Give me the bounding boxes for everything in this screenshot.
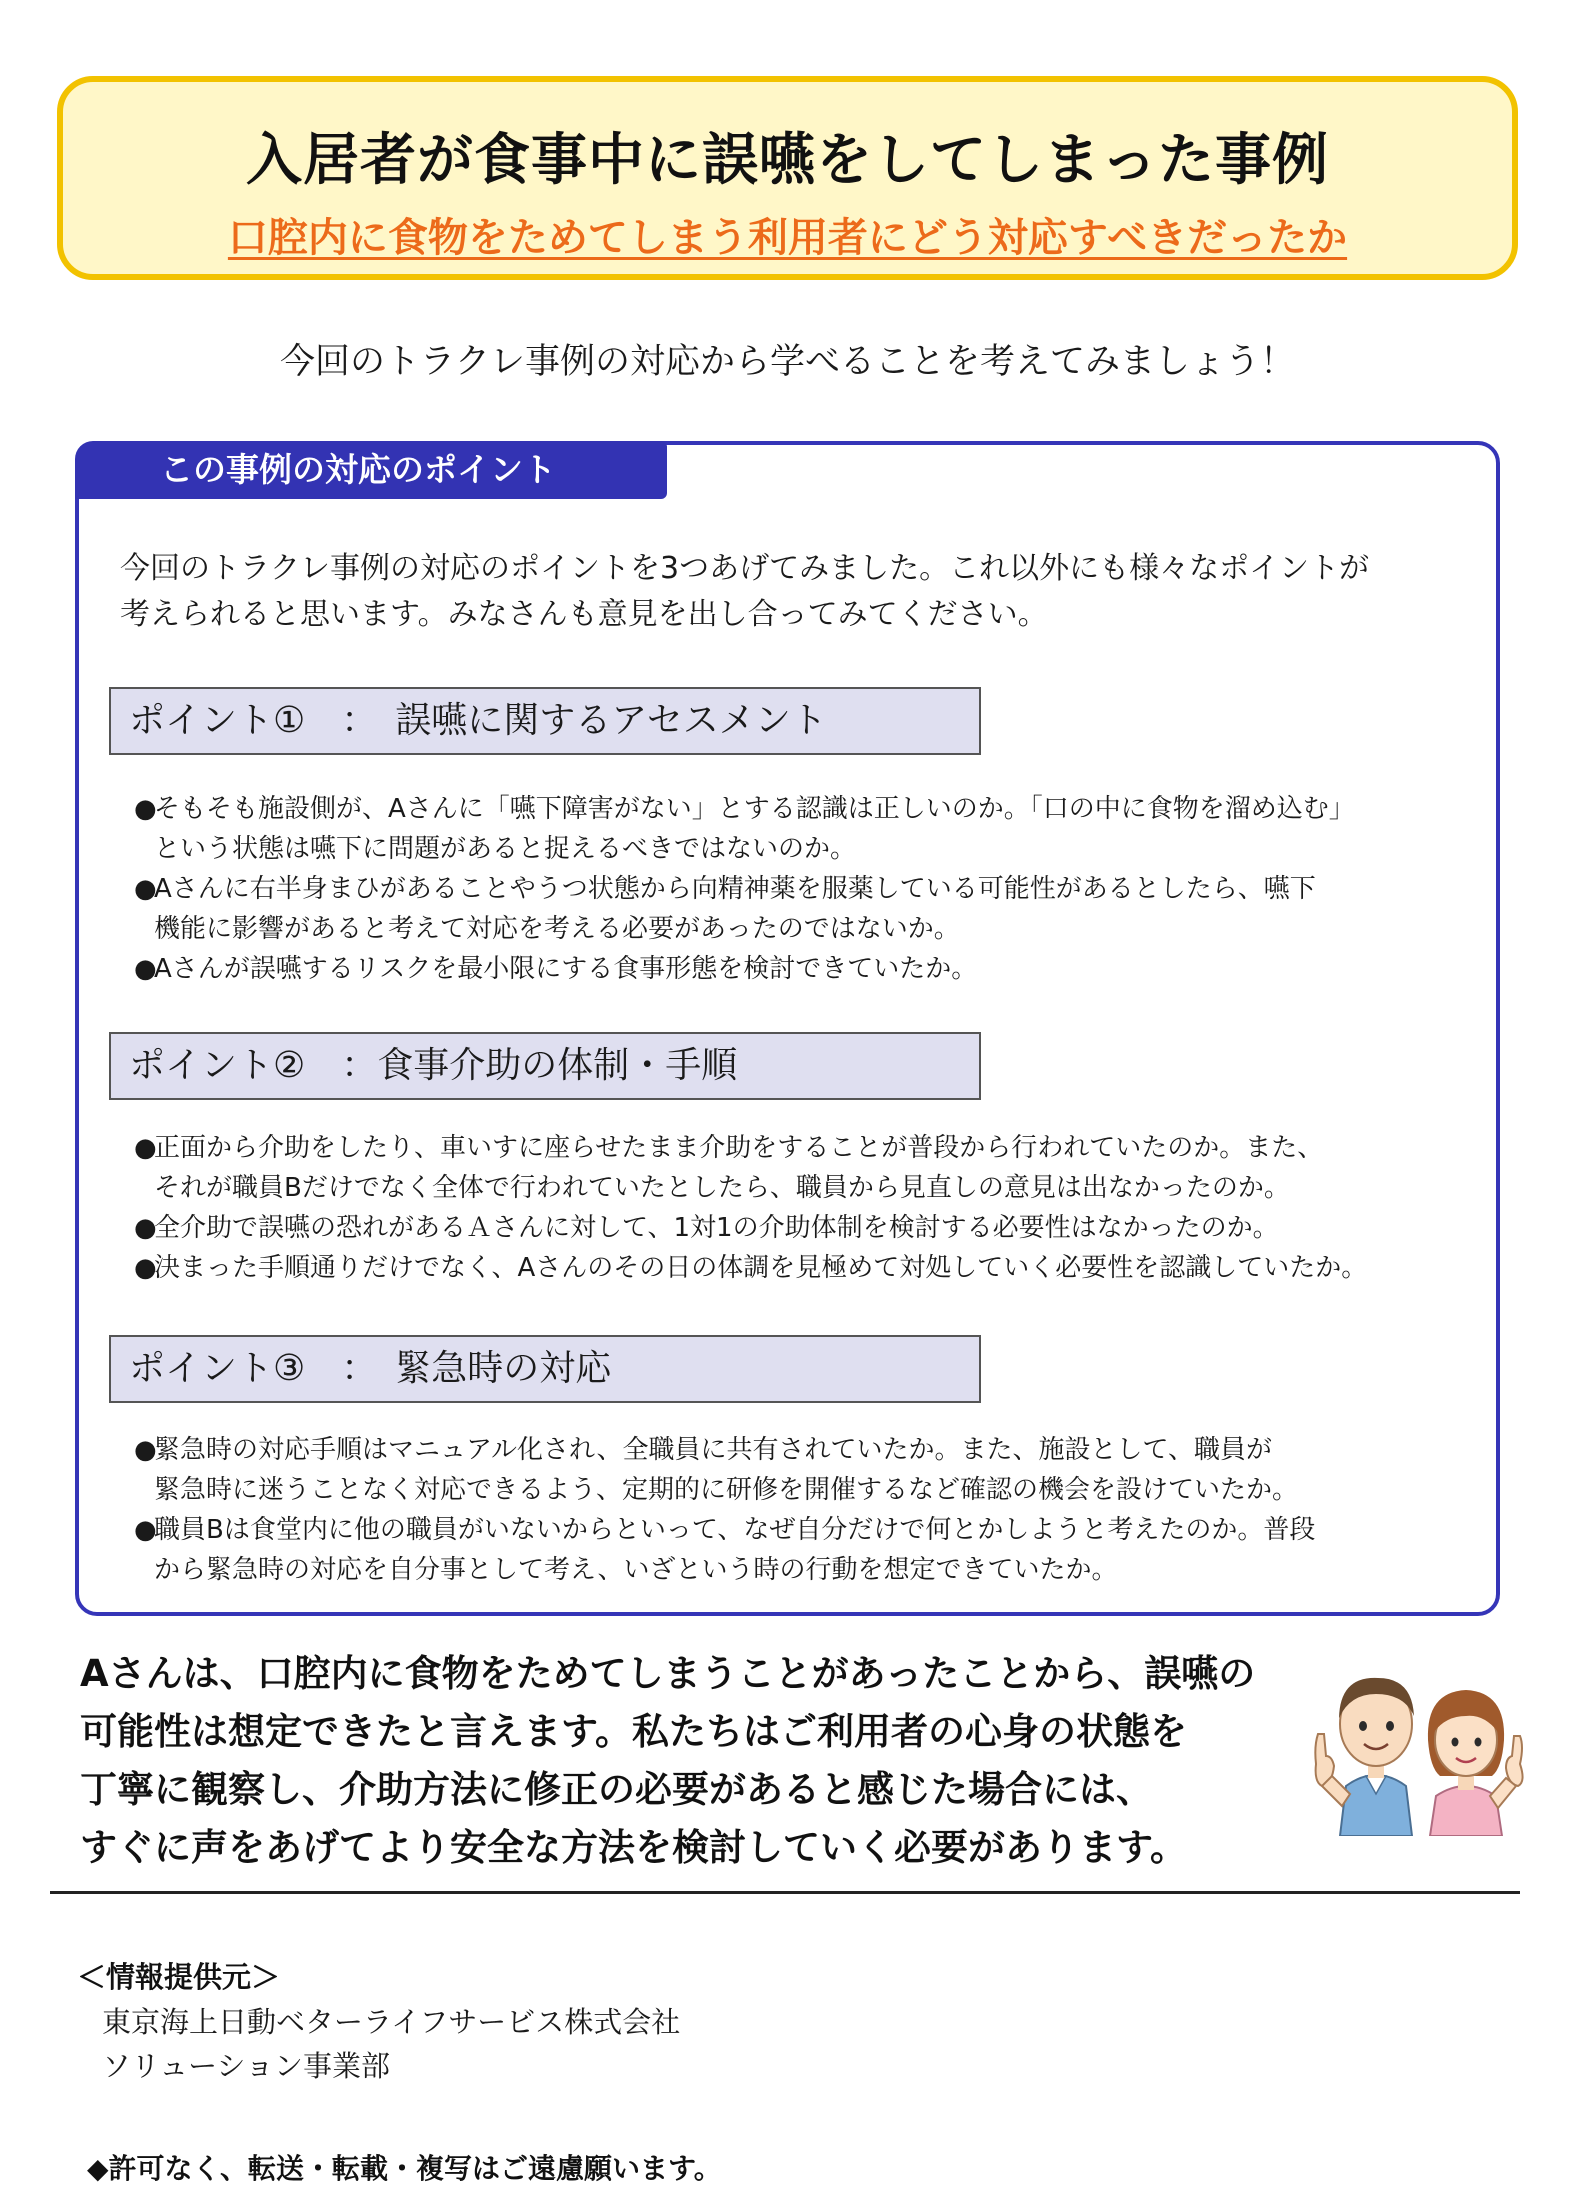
list-item: ●正面から介助をしたり、車いすに座らせたまま介助をすることが普段から行われていたのか。また、 (134, 1128, 1484, 1168)
panel-tab-label: この事例の対応のポイント (75, 441, 667, 499)
bullet-icon: ● (134, 1435, 157, 1465)
conclusion-line: 可能性は想定できたと言えます。私たちはご利用者の心身の状態を (80, 1710, 1188, 1753)
point-1-bullets (134, 789, 1484, 989)
list-item-continuation: それが職員Bだけでなく全体で行われていたとしたら、職員から見直しの意見は出なかったのか。 (154, 1173, 1290, 1203)
list-item: ●緊急時の対応手順はマニュアル化され、全職員に共有されていたか。また、施設として、職員が (134, 1430, 1484, 1470)
page-title: 入居者が食事中に誤嚥をしてしまった事例 (246, 128, 1329, 193)
bullet-icon: ● (134, 1133, 157, 1163)
points-panel (75, 441, 1500, 1616)
conclusion-text (80, 1645, 1310, 1877)
caregivers-illustration (1306, 1636, 1536, 1836)
male-caregiver-icon (1315, 1678, 1414, 1836)
point-3-bullets (134, 1430, 1484, 1590)
list-item: ●そもそも施設側が、Aさんに「嚥下障害がない」とする認識は正しいのか。「口の中に食物を溜め込む」 (134, 789, 1484, 829)
bullet-icon: ● (134, 794, 157, 824)
list-item-continuation: という状態は嚥下に問題があると捉えるべきではないのか。 (154, 834, 857, 864)
bullet-icon: ● (134, 874, 157, 904)
point-3-heading: ポイント③ ： 緊急時の対応 (109, 1335, 981, 1403)
list-item: ●職員Bは食堂内に他の職員がいないからといって、なぜ自分だけで何とかしようと考えたのか。普段 (134, 1510, 1484, 1550)
copyright-notice: ◆許可なく、転送・転載・複写はご遠慮願います。 (87, 2152, 722, 2185)
list-item-continuation: から緊急時の対応を自分事として考え、いざという時の行動を想定できていたか。 (154, 1555, 1118, 1585)
conclusion-line: 丁寧に観察し、介助方法に修正の必要があると感じた場合には、 (80, 1768, 1153, 1811)
point-2-heading: ポイント② ：食事介助の体制・手順 (109, 1032, 981, 1100)
panel-intro-line: 考えられると思います。みなさんも意見を出し合ってみてください。 (120, 597, 1048, 632)
list-item-continuation: 機能に影響があると考えて対応を考える必要があったのではないか。 (154, 914, 960, 944)
divider (50, 1891, 1520, 1894)
source-company: 東京海上日動ベターライフサービス株式会社 (102, 2005, 681, 2039)
bullet-icon: ● (134, 954, 157, 984)
page-subtitle: 口腔内に食物をためてしまう利用者にどう対応すべきだったか (227, 215, 1348, 261)
point-1-heading: ポイント① ： 誤嚥に関するアセスメント (109, 687, 981, 755)
bullet-icon: ● (134, 1253, 157, 1283)
list-item: ●Aさんに右半身まひがあることやうつ状態から向精神薬を服薬している可能性があるとしたら、嚥下 (134, 869, 1484, 909)
source-department: ソリューション事業部 (102, 2049, 390, 2083)
list-item: ●決まった手順通りだけでなく、Aさんのその日の体調を見極めて対処していく必要性を認識していたか。 (134, 1248, 1484, 1288)
list-item-continuation: 緊急時に迷うことなく対応できるよう、定期的に研修を開催するなど確認の機会を設けていたか。 (154, 1475, 1299, 1505)
conclusion-line: Aさんは、口腔内に食物をためてしまうことがあったことから、誤嚥の (80, 1652, 1256, 1695)
list-item: ●全介助で誤嚥の恐れがあるＡさんに対して、1対1の介助体制を検討する必要性はなかったのか。 (134, 1208, 1484, 1248)
list-item: ●Aさんが誤嚥するリスクを最小限にする食事形態を検討できていたか。 (134, 949, 1484, 989)
conclusion-line: すぐに声をあげてより安全な方法を検討していく必要があります。 (80, 1826, 1188, 1869)
point-2-bullets (134, 1128, 1484, 1288)
intro-text: 今回のトラクレ事例の対応から学べることを考えてみましょう！ (279, 342, 1295, 382)
bullet-icon: ● (134, 1515, 157, 1545)
female-caregiver-icon (1428, 1690, 1523, 1836)
panel-intro (120, 546, 1480, 638)
bullet-icon: ● (134, 1213, 157, 1243)
title-box (57, 76, 1518, 280)
panel-intro-line: 今回のトラクレ事例の対応のポイントを3つあげてみました。これ以外にも様々なポイントが (120, 551, 1370, 586)
source-heading: ＜情報提供元＞ (77, 1960, 281, 1994)
